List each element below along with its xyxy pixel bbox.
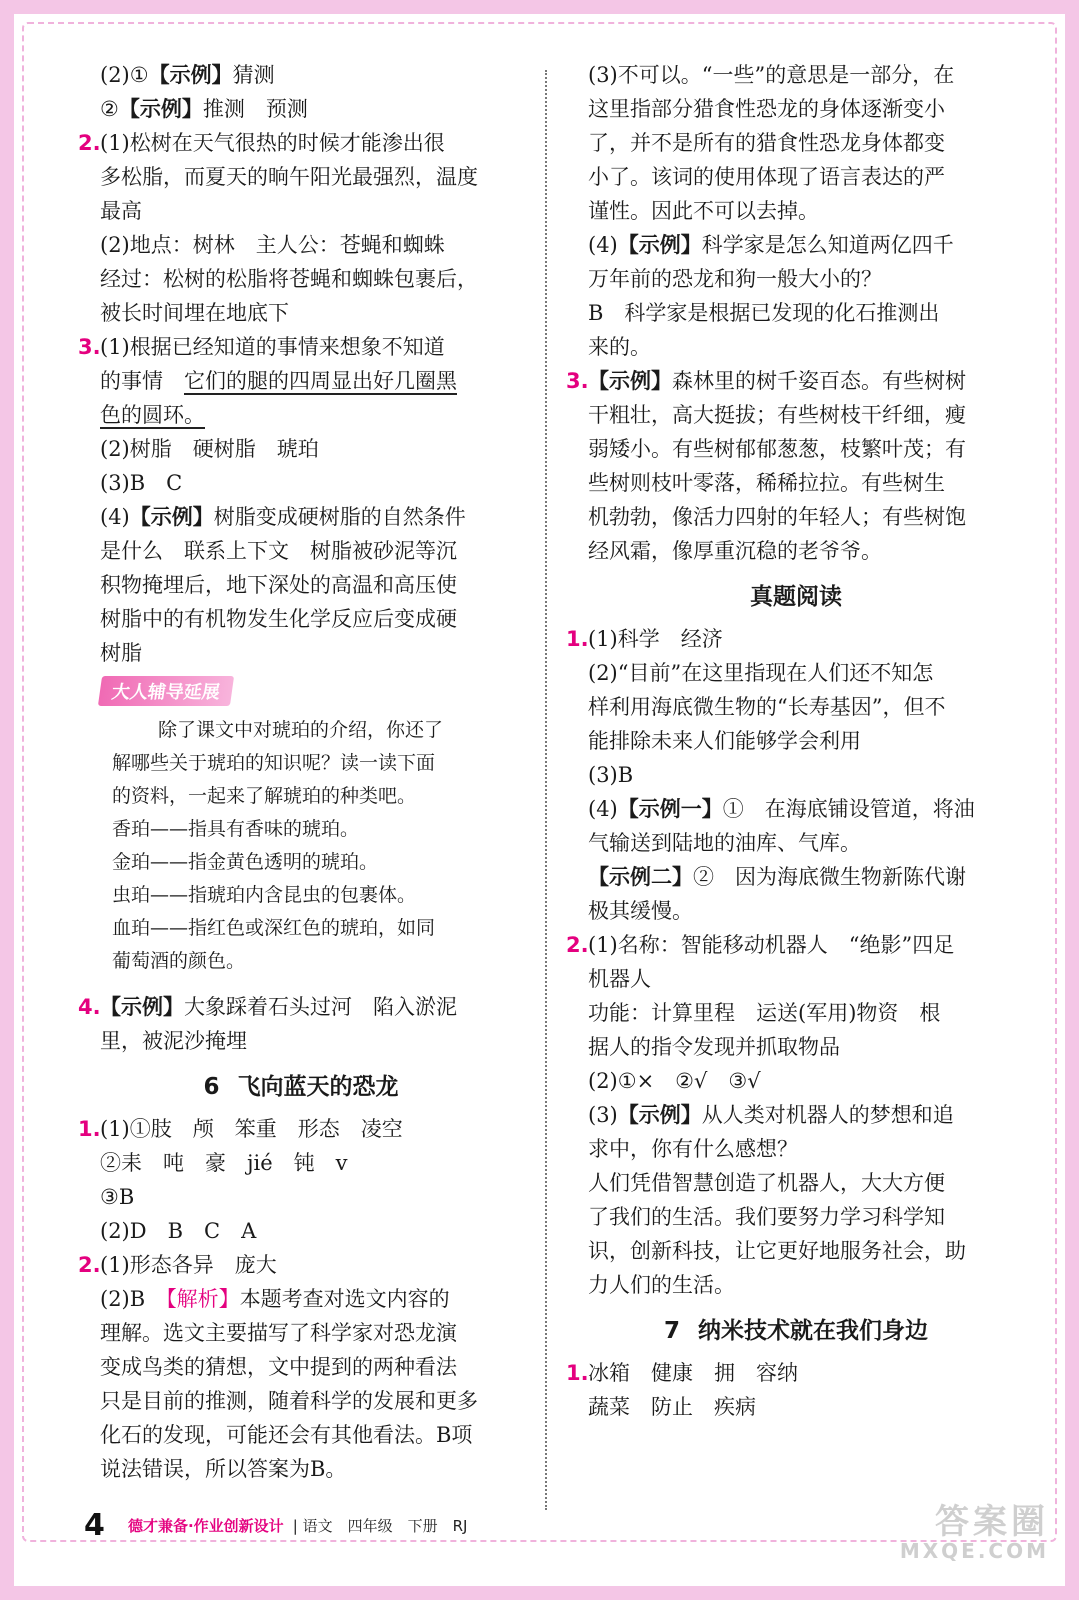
- example-tag: 【示例】: [148, 63, 233, 87]
- underlined-text: 色的圆环。: [100, 403, 205, 427]
- answer-line: (3)B C: [100, 471, 183, 495]
- answer-line: 多松脂，而夏天的晌午阳光最强烈，温度: [100, 165, 478, 189]
- answer-line: [78, 500, 524, 534]
- answer-text: (4): [100, 505, 130, 529]
- question-1: [566, 622, 1026, 656]
- example-tag: 【示例二】: [588, 865, 693, 889]
- question-2: [78, 1248, 524, 1282]
- answer-text: 树脂变成硬树脂的自然条件: [213, 505, 466, 529]
- answer-text: (3): [588, 1103, 618, 1127]
- answer-line: 万年前的恐龙和狗一般大小的？: [588, 267, 882, 291]
- answer-line: 弱矮小。有些树郁郁葱葱，枝繁叶茂；有: [588, 437, 966, 461]
- answer-line: 是什么 联系上下文 树脂被砂泥等沉: [100, 539, 457, 563]
- extension-line: 虫珀——指琥珀内含昆虫的包裹体。: [112, 884, 417, 906]
- answer-text: (1)形态各异 庞大: [100, 1253, 277, 1277]
- answer-line: 说法错误，所以答案为B。: [100, 1457, 347, 1481]
- analysis-tag: 【解析】: [166, 1287, 240, 1311]
- left-column: [78, 58, 524, 1486]
- answer-line: (3)不可以。“一些”的意思是一部分，在: [588, 63, 955, 87]
- example-tag: 【示例】: [617, 233, 702, 257]
- answer-line: (3)B: [588, 763, 634, 787]
- question-number: 2.: [78, 131, 101, 155]
- answer-line: 理解。选文主要描写了科学家对恐龙演: [100, 1321, 457, 1345]
- answer-text: 本题考查对选文内容的: [239, 1287, 450, 1311]
- answer-text: 的事情: [100, 369, 184, 393]
- answer-line: [78, 1282, 524, 1316]
- answer-text: 冰箱 健康 拥 容纳: [588, 1361, 798, 1385]
- page-number: 4: [84, 1508, 105, 1543]
- question-number: 4.: [78, 995, 101, 1019]
- question-1: [78, 1112, 524, 1146]
- answer-line: ②耒 吨 豪 jié 钝 v: [100, 1151, 348, 1175]
- answer-line: [566, 860, 1026, 894]
- answer-line: [78, 92, 524, 126]
- answer-line: (2)“目前”在这里指现在人们还不知怎: [588, 661, 934, 685]
- answer-line: 人们凭借智慧创造了机器人，大大方便: [588, 1171, 945, 1195]
- extension-line: 的资料，一起来了解琥珀的种类吧。: [112, 785, 417, 807]
- question-1: [566, 1356, 1026, 1390]
- underlined-text: 它们的腿的四周显出好几圈黑: [184, 369, 457, 393]
- series-brand: 德才兼备·作业创新设计: [127, 1517, 284, 1535]
- answer-line: 积物掩埋后，地下深处的高温和高压使: [100, 573, 457, 597]
- question-3: [78, 330, 524, 364]
- extension-line: 金珀——指金黄色透明的琥珀。: [112, 851, 379, 873]
- answer-line: 功能：计算里程 运送(军用)物资 根: [588, 1001, 941, 1025]
- question-number: 1.: [566, 1361, 589, 1385]
- section-heading-7: [566, 1312, 1026, 1350]
- watermark-en: MXQE.COM: [899, 1539, 1049, 1563]
- answer-text: 猜测: [232, 63, 275, 87]
- answer-line: [78, 364, 524, 398]
- answer-line: 变成鸟类的猜想，文中提到的两种看法: [100, 1355, 457, 1379]
- answer-line: 化石的发现，可能还会有其他看法。B项: [100, 1423, 473, 1447]
- answer-line: 谨性。因此不可以去掉。: [588, 199, 819, 223]
- example-tag: 【示例】: [588, 369, 672, 393]
- column-divider: [545, 70, 547, 1510]
- answer-line: 极其缓慢。: [588, 899, 693, 923]
- answer-line: 小了。该词的使用体现了语言表达的严: [588, 165, 945, 189]
- answer-line: 据人的指令发现并抓取物品: [588, 1035, 840, 1059]
- extension-line: 血珀——指红色或深红色的琥珀，如同: [112, 917, 436, 939]
- answer-line: 经过：松树的松脂将苍蝇和蜘蛛包裹后，: [100, 267, 478, 291]
- answer-line: 树脂: [100, 641, 142, 665]
- section-heading-real-reading: 真题阅读: [750, 584, 842, 610]
- answer-line: 来的。: [588, 335, 651, 359]
- site-watermark: [900, 1504, 1049, 1562]
- answer-line: 识，创新科技，让它更好地服务社会，助: [588, 1239, 966, 1263]
- answer-line: 经风霜，像厚重沉稳的老爷爷。: [588, 539, 882, 563]
- section-title: 飞向蓝天的恐龙: [237, 1074, 399, 1100]
- answer-text: 森林里的树千姿百态。有些树树: [672, 369, 966, 393]
- question-number: 2.: [566, 933, 589, 957]
- answer-text: (1)根据已经知道的事情来想象不知道: [100, 335, 445, 359]
- section-heading-6: [78, 1068, 524, 1106]
- answer-line: [78, 398, 524, 432]
- question-number: 3.: [78, 335, 101, 359]
- extension-badge: 大人辅导延展: [98, 676, 234, 706]
- watermark-cn: 答案圈: [935, 1502, 1049, 1542]
- answer-text: 大象踩着石头过河 陷入淤泥: [184, 995, 457, 1019]
- answer-line: 机勃勃，像活力四射的年轻人；有些树饱: [588, 505, 966, 529]
- answer-line: [566, 792, 1026, 826]
- answer-line: 机器人: [588, 967, 651, 991]
- answer-text: ② 因为海底微生物新陈代谢: [693, 865, 966, 889]
- right-column: [566, 58, 1026, 1424]
- answer-line: 求中，你有什么感想？: [588, 1137, 798, 1161]
- example-tag: 【示例】: [100, 995, 184, 1019]
- answer-text: (1)①肢 颅 笨重 形态 凌空: [100, 1117, 403, 1141]
- question-2: [566, 928, 1026, 962]
- question-2: [78, 126, 524, 160]
- example-tag: 【示例】: [129, 505, 214, 529]
- answer-text: (1)名称：智能移动机器人 “绝影”四足: [588, 933, 955, 957]
- question-3: [566, 364, 1026, 398]
- answer-text: ②: [100, 97, 119, 121]
- page-footer: [84, 1508, 467, 1542]
- extension-line: 解哪些关于琥珀的知识呢？读一读下面: [112, 752, 436, 774]
- section-number: 7: [663, 1318, 680, 1344]
- extension-line: 除了课文中对琥珀的介绍，你还了: [158, 719, 444, 741]
- answer-line: [566, 228, 1026, 262]
- answer-line: 蔬菜 防止 疾病: [588, 1395, 756, 1419]
- extension-line: 葡萄酒的颜色。: [112, 950, 246, 972]
- answer-line: 最高: [100, 199, 142, 223]
- answer-line: 了，并不是所有的猎食性恐龙身体都变: [588, 131, 945, 155]
- answer-line: 只是目前的推测，随着科学的发展和更多: [100, 1389, 478, 1413]
- answer-line: (2)地点：树林 主人公：苍蝇和蜘蛛: [100, 233, 445, 257]
- section-title: 纳米技术就在我们身边: [698, 1318, 928, 1344]
- answer-line: B 科学家是根据已发现的化石推测出: [588, 301, 940, 325]
- answer-line: (2)①× ②√ ③√: [588, 1069, 761, 1093]
- answer-line: (2)树脂 硬树脂 琥珀: [100, 437, 319, 461]
- answer-line: 被长时间埋在地底下: [100, 301, 289, 325]
- example-tag: 【示例】: [617, 1103, 702, 1127]
- answer-line: [566, 1098, 1026, 1132]
- answer-text: (2)B: [100, 1287, 167, 1311]
- answer-line: ③B: [100, 1185, 135, 1209]
- answer-line: 能排除未来人们能够学会利用: [588, 729, 861, 753]
- question-4: [78, 990, 524, 1024]
- answer-line: 样利用海底微生物的“长寿基因”，但不: [588, 695, 946, 719]
- answer-line: 些树则枝叶零落，稀稀拉拉。有些树生: [588, 471, 945, 495]
- answer-line: 树脂中的有机物发生化学反应后变成硬: [100, 607, 457, 631]
- answer-text: 从人类对机器人的梦想和追: [701, 1103, 954, 1127]
- answer-line: [78, 58, 524, 92]
- answer-text: (4): [588, 797, 618, 821]
- example-tag: 【示例】: [118, 97, 203, 121]
- answer-text: (4): [588, 233, 618, 257]
- answer-text: (1)松树在天气很热的时候才能渗出很: [100, 131, 445, 155]
- answer-line: 这里指部分猎食性恐龙的身体逐渐变小: [588, 97, 945, 121]
- answer-text: 推测 预测: [202, 97, 308, 121]
- book-meta: | 语文 四年级 下册 RJ: [292, 1517, 468, 1535]
- extension-line: 香珀——指具有香味的琥珀。: [112, 818, 360, 840]
- answer-text: (1)科学 经济: [588, 627, 723, 651]
- question-number: 1.: [566, 627, 589, 651]
- question-number: 3.: [566, 369, 589, 393]
- question-number: 2.: [78, 1253, 101, 1277]
- question-number: 1.: [78, 1117, 101, 1141]
- answer-line: (2)D B C A: [100, 1219, 257, 1243]
- answer-text: (2)①: [100, 63, 149, 87]
- section-number: 6: [203, 1074, 220, 1100]
- answer-text: 科学家是怎么知道两亿四千: [701, 233, 954, 257]
- answer-line: 力人们的生活。: [588, 1273, 735, 1297]
- answer-line: 气输送到陆地的油库、气库。: [588, 831, 861, 855]
- answer-line: 了我们的生活。我们要努力学习科学知: [588, 1205, 945, 1229]
- example-tag: 【示例一】: [617, 797, 723, 821]
- answer-text: ① 在海底铺设管道，将油: [722, 797, 975, 821]
- answer-line: 干粗壮，高大挺拔；有些树枝干纤细，瘦: [588, 403, 966, 427]
- answer-line: 里，被泥沙掩埋: [100, 1029, 247, 1053]
